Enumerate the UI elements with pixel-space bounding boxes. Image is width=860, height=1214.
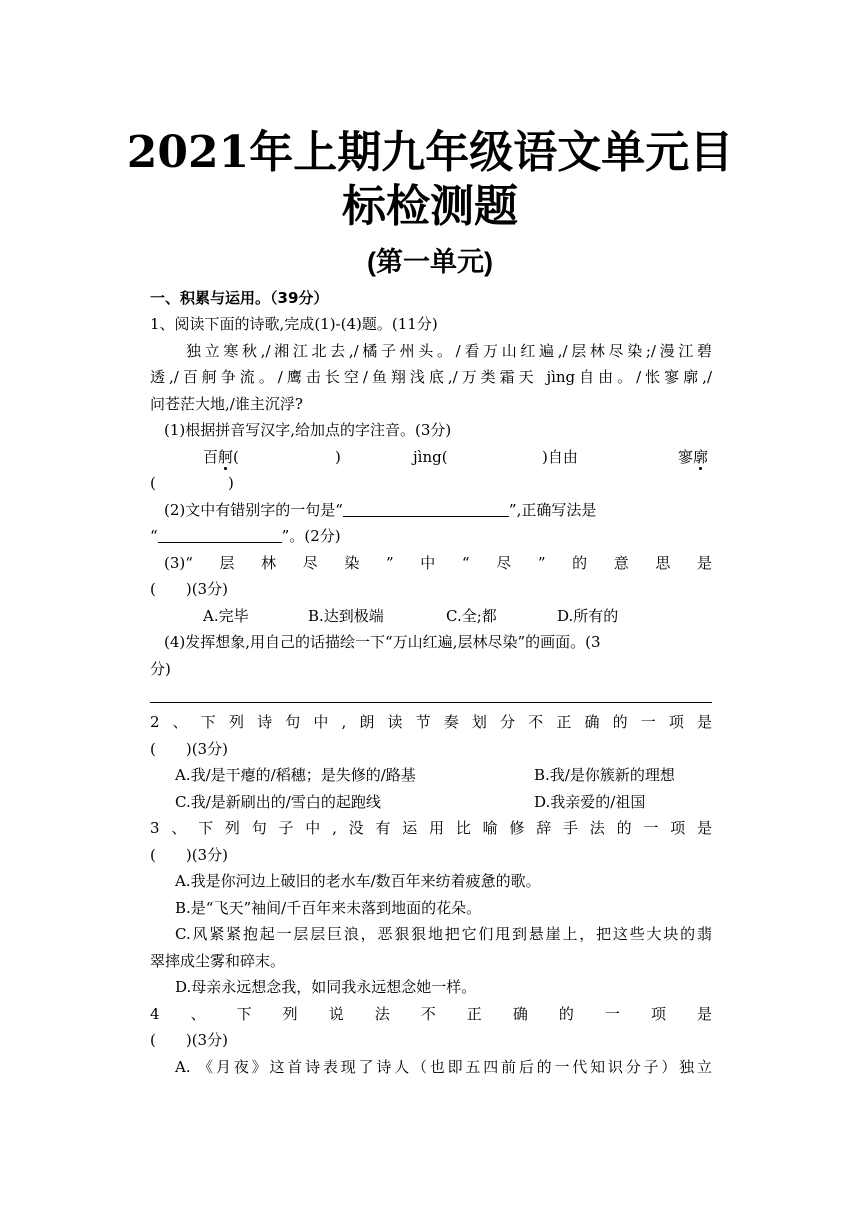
q1-sub4-line2: 分)	[150, 660, 171, 678]
q1-sub3-line2: ( )(3分)	[150, 580, 228, 598]
q3-option-c-line2: 翠摔成尘雾和碎末。	[150, 952, 286, 970]
q1-sub1-a-close: )	[335, 448, 341, 466]
q1-sub1: (1)根据拼音写汉字,给加点的字注音。(3分)	[164, 421, 452, 439]
q1-sub3-option-c[interactable]: C.全;都	[446, 607, 497, 625]
q1-sub2-line2	[150, 526, 712, 546]
q1-sub2-answer-blank[interactable]	[343, 500, 509, 517]
q3-stem-line2: ( )(3分)	[150, 846, 228, 864]
q1-sub2-line1	[164, 500, 712, 520]
q1-sub1-item-c	[678, 447, 708, 467]
exam-title-line2: 标检测题	[342, 181, 518, 232]
q3-option-b[interactable]: B.是“飞天”袖间/千百年来未落到地面的花朵。	[175, 899, 482, 917]
q1-poem-line1: 独立寒秋,/湘江北去,/橘子州头。/看万山红遍,/层林尽染;/漫江碧	[186, 342, 712, 360]
q1-sub1-c-paren: (	[150, 474, 156, 492]
q1-sub1-item-a	[203, 447, 239, 467]
q1-sub3-option-a[interactable]: A.完毕	[203, 607, 249, 625]
q1-sub1-a-dot-char: 舸	[218, 448, 234, 466]
q2-option-c[interactable]: C.我/是新刷出的/雪白的起跑线	[175, 793, 381, 811]
section-heading: 一、积累与运用。（39分）	[150, 289, 329, 307]
q1-sub1-a-pre: 百	[203, 448, 219, 466]
exam-title-line1: 2021年上期九年级语文单元目	[126, 127, 734, 178]
q1-stem: 1、阅读下面的诗歌,完成(1)-(4)题。(11分)	[150, 315, 438, 333]
unit-subtitle: (第一单元)	[367, 247, 493, 277]
q4-option-a[interactable]: A. 《月夜》这首诗表现了诗人（也即五四前后的一代知识分子）独立	[175, 1058, 712, 1076]
q1-sub1-a-paren: (	[233, 448, 239, 466]
q1-sub2-mid: ”,正确写法是	[508, 501, 597, 519]
q1-poem-line3: 问苍茫大地,/谁主沉浮?	[150, 395, 303, 413]
q1-sub1-c-dot-char: 廓	[693, 448, 709, 466]
q1-poem-line2: 透,/百舸争流。/鹰击长空/鱼翔浅底,/万类霜天 jìng自由。/怅寥廓,/	[150, 368, 712, 386]
q1-sub2-correct-blank[interactable]	[158, 526, 282, 543]
q1-sub1-b-close: )自由	[542, 448, 578, 466]
q1-sub1-c-pre: 寥	[678, 448, 694, 466]
answer-line[interactable]	[150, 702, 712, 703]
q1-sub4-line1: (4)发挥想象,用自己的话描绘一下“万山红遍,层林尽染”的画面。(3	[164, 633, 601, 651]
q1-sub2-line2-pre: “	[150, 527, 158, 545]
q1-sub3: (3)“层林尽染”中“尽”的意思是	[164, 554, 712, 572]
q2-stem-line2: ( )(3分)	[150, 740, 228, 758]
q4-stem: 4、下列说法不正确的一项是	[150, 1005, 712, 1023]
q2-option-b[interactable]: B.我/是你簇新的理想	[534, 766, 675, 784]
q3-stem: 3、下列句子中,没有运用比喻修辞手法的一项是	[150, 819, 712, 837]
q1-sub1-item-b: jìng(	[413, 448, 448, 466]
q1-sub3-option-b[interactable]: B.达到极端	[308, 607, 384, 625]
q3-option-a[interactable]: A.我是你河边上破旧的老水车/数百年来纺着疲惫的歌。	[175, 872, 541, 890]
q2-stem: 2、下列诗句中,朗读节奏划分不正确的一项是	[150, 713, 712, 731]
q2-option-d[interactable]: D.我亲爱的/祖国	[534, 793, 646, 811]
q4-stem-line2: ( )(3分)	[150, 1031, 228, 1049]
q3-option-c[interactable]: C.风紧紧抱起一层层巨浪，恶狠狠地把它们甩到悬崖上，把这些大块的翡	[175, 925, 712, 943]
q2-option-a[interactable]: A.我/是干瘪的/稻穗；是失修的/路基	[175, 766, 416, 784]
q1-sub2-pre: (2)文中有错别字的一句是“	[164, 501, 343, 519]
q1-sub1-c-close: )	[228, 474, 234, 492]
q3-option-d[interactable]: D.母亲永远想念我，如同我永远想念她一样。	[175, 978, 477, 996]
q1-sub2-line2-post: ”。(2分)	[281, 527, 341, 545]
q1-sub3-option-d[interactable]: D.所有的	[557, 607, 619, 625]
